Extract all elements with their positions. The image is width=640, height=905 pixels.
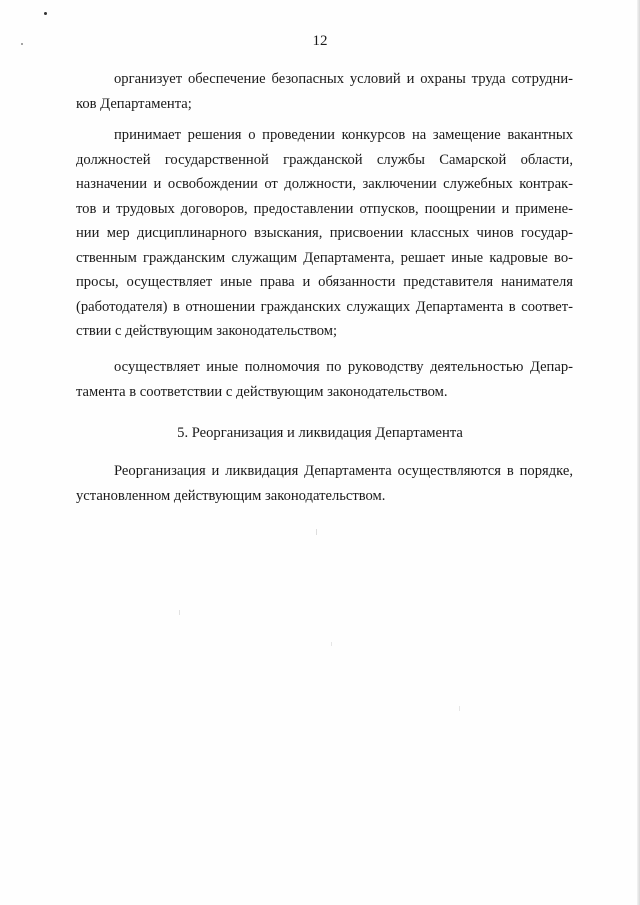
paragraph-personnel-decisions <box>76 123 573 344</box>
scan-speck <box>331 642 332 646</box>
paragraph-occupational-safety <box>76 67 573 116</box>
paragraph-line: Реорганизация и ликвидация Департамента осуществляются в порядке, <box>114 463 573 479</box>
paragraph-other-powers <box>76 355 573 404</box>
paragraph-line: организует обеспечение безопасных условий и охраны труда сотрудни- <box>114 71 573 87</box>
scan-speck <box>44 12 47 15</box>
scan-speck <box>316 529 317 535</box>
paragraph-line: (работодателя) в отношении гражданских служащих Департамента в соответ- <box>76 298 573 315</box>
paragraph-line: просы, осуществляет иные права и обязанности представителя нанимателя <box>76 274 573 290</box>
page-number: 12 <box>312 33 328 49</box>
paragraph-reorganization <box>76 459 573 508</box>
paragraph-line: тов и трудовых договоров, предоставлении отпусков, поощрении и примене- <box>76 200 573 217</box>
paragraph-line: ков Департамента; <box>76 95 192 112</box>
paragraph-line: нии мер дисциплинарного взыскания, присвоении классных чинов государ- <box>76 225 573 241</box>
scan-speck <box>179 610 180 615</box>
paragraph-line: назначении и освобождении от должности, заключении служебных контрак- <box>76 176 573 192</box>
paragraph-line: ственным гражданским служащим Департамента, решает иные кадровые во- <box>76 249 573 266</box>
paragraph-line: должностей государственной гражданской службы Самарской области, <box>76 151 573 168</box>
paragraph-line: принимает решения о проведении конкурсов на замещение вакантных <box>114 127 573 143</box>
paragraph-line: тамента в соответствии с действующим законодательством. <box>76 383 448 400</box>
paragraph-line: установленном действующим законодательством. <box>76 487 386 504</box>
scan-speck <box>459 706 460 711</box>
section-heading: 5. Реорганизация и ликвидация Департамента <box>177 425 463 441</box>
paragraph-line: ствии с действующим законодательством; <box>76 323 338 339</box>
paragraph-line: осуществляет иные полномочия по руководству деятельностью Депар- <box>114 359 573 375</box>
